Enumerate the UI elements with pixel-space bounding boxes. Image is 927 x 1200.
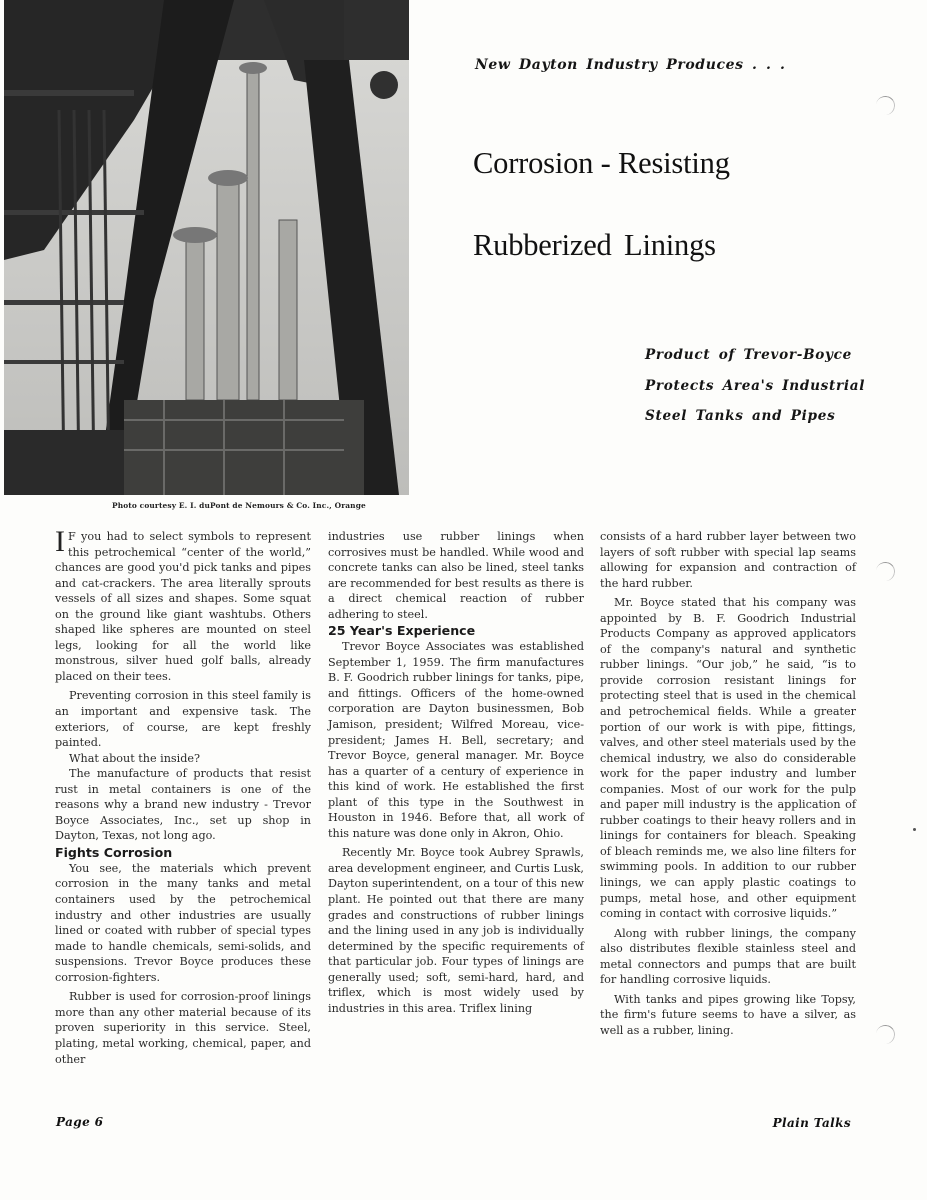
- scan-speck: [913, 828, 916, 831]
- punch-hole-mark: [874, 1023, 896, 1045]
- paragraph: Recently Mr. Boyce took Aubrey Sprawls, area development engineer, and Curtis Lusk, Dayton superintendent, on a tour of this new plant. He pointed out that there are many grades and constructions of rubber linings and the lining used in any job is individually determined by the specific requirements of that particular job. Four types of linings are generally used; soft, semi-hard, hard, and triflex, which is most widely used by industries in this area. Triflex lining: [328, 846, 584, 1015]
- paragraph: Mr. Boyce stated that his company was appointed by B. F. Goodrich Industrial Products Company as approved applicators of the company's natural and synthetic rubber linings. “Our job,” he said, “is to provide corrosion resistant linings for protecting steel that is used in the chemical and petrochemical fields. While a greater portion of our work is with pipe, fittings, valves, and other steel materials used by the chemical industry, we also do considerable work for the paper industry and lumber companies. Most of our work for the pulp and paper mill industry is the application of rubber coatings to their heavy rollers and in linings for containers for bleach. Speaking of bleach reminds me, we also line filters for swimming pools. In addition to our rubber linings, we can apply plastic coatings to pumps, metal hose, and other equipment coming in contact with corrosive liquids.”: [600, 596, 856, 921]
- headline-line-2: Rubberized Linings: [473, 228, 716, 262]
- page-number: Page 6: [56, 1115, 104, 1129]
- paragraph: You see, the materials which prevent corrosion in the many tanks and metal containers used by the petrochemical industry and other industries are usually lined or coated with rubber of special types made to handle chemicals, semi-solids, and suspensions. Trevor Boyce produces these corrosion-fighters.: [55, 861, 311, 984]
- subheadline-line-1: Product of Trevor-Boyce: [645, 347, 852, 363]
- section-heading: Fights Corrosion: [55, 844, 173, 860]
- paragraph: industries use rubber linings when corrosives must be handled. While wood and concrete tanks can also be lined, steel tanks are recommended for best results as there is a direct chemical reaction of rubber adhering to steel.: [328, 530, 584, 621]
- punch-hole-mark: [874, 94, 896, 116]
- paragraph: Rubber is used for corrosion-proof linings more than any other material because of its proven superiority in this service. Steel, plating, metal working, chemical, paper, and other: [55, 990, 311, 1066]
- paragraph: [55, 525, 311, 684]
- punch-hole-mark: [874, 560, 896, 582]
- paragraph: What about the inside?: [69, 751, 201, 765]
- photo-credit: Photo courtesy E. I. duPont de Nemours & Co. Inc., Orange: [112, 501, 366, 510]
- paragraph: Along with rubber linings, the company also distributes flexible stainless steel and metal connectors and pumps that are built for handling corrosive liquids.: [600, 926, 856, 987]
- paragraph: With tanks and pipes growing like Topsy, the firm's future seems to have a silver, as well as a rubber, lining.: [600, 992, 856, 1037]
- kicker-line: New Dayton Industry Produces . . .: [475, 57, 786, 73]
- paragraph: Trevor Boyce Associates was established September 1, 1959. The firm manufactures B. F. Goodrich rubber linings for tanks, pipe, and fittings. Officers of the home-owned corporation are Dayton businessmen, Bob Jamison, president; Wilfred Moreau, vice-president; James H. Bell, secretary; and Trevor Boyce, general manager. Mr. Boyce has a quarter of a century of experience in this kind of work. He established the first plant of this type in the Southwest in Houston in 1946. Before that, all work of this nature was done only in Akron, Ohio.: [328, 640, 584, 840]
- drop-cap: I: [55, 525, 65, 558]
- refinery-photo-illustration: [4, 0, 409, 495]
- headline-line-1: Corrosion - Resisting: [473, 146, 730, 180]
- paragraph: consists of a hard rubber layer between two layers of soft rubber with special lap seams allowing for expansion and contraction of the hard rubber.: [600, 530, 856, 590]
- subheadline-line-2: Protects Area's Industrial: [645, 377, 866, 394]
- subheadline-line-3: Steel Tanks and Pipes: [645, 408, 836, 424]
- paragraph: The manufacture of products that resist rust in metal containers is one of the reasons why a brand new industry - Trevor Boyce Associates, Inc., set up shop in Dayton, Texas, not long ago.: [55, 767, 311, 843]
- article-column-1: [55, 525, 311, 1067]
- subheadline: [645, 340, 885, 432]
- article-column-2: [328, 529, 584, 1016]
- article-column-3: [600, 529, 856, 1039]
- refinery-photo: [4, 0, 409, 495]
- publication-name: Plain Talks: [772, 1116, 851, 1130]
- section-heading: 25 Year's Experience: [328, 623, 476, 639]
- paragraph: Preventing corrosion in this steel family is an important and expensive task. The exteriors, of course, are kept freshly painted.: [55, 689, 311, 750]
- paragraph-text: F you had to select symbols to represent this petrochemical “center of the world,” chances are good you'd pick tanks and pipes and cat-crackers. The area literally sprouts vessels of all sizes and shapes. Some squat on the ground like giant washtubs. Others shaped like spheres are mounted on steel legs, looking for all the world like monstrous, silver hued golf balls, already placed on their tees.: [55, 530, 311, 683]
